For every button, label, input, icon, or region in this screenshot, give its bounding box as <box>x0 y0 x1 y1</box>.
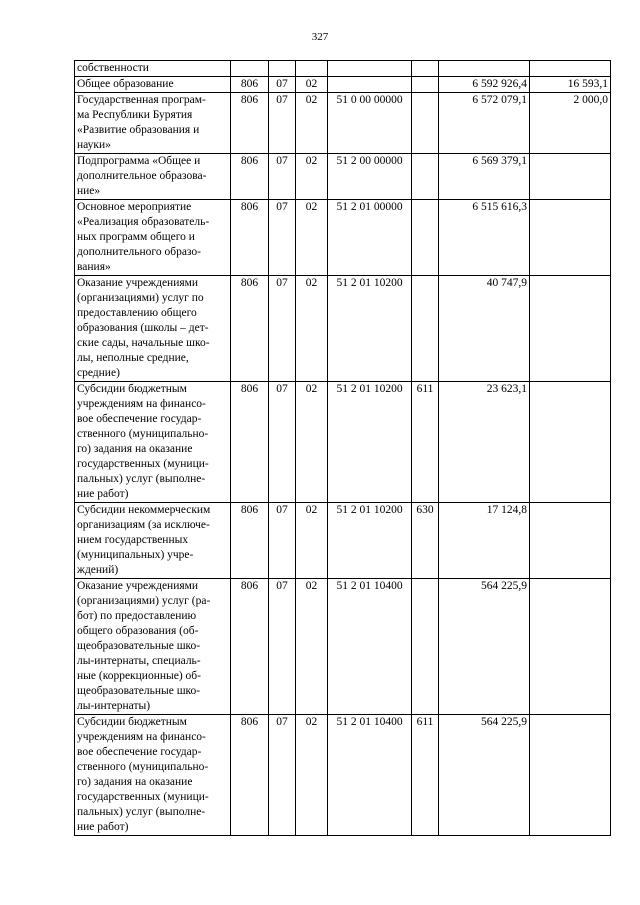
razdel-cell: 07 <box>269 579 296 715</box>
table-row <box>75 154 611 200</box>
podrazdel-cell: 02 <box>296 382 328 503</box>
vedomstvo-cell: 806 <box>231 93 269 154</box>
sum-cell <box>439 61 530 77</box>
vr-cell <box>412 579 439 715</box>
razdel-cell: 07 <box>269 93 296 154</box>
sum-extra-cell <box>530 503 611 579</box>
table-row <box>75 579 611 715</box>
page-number: 327 <box>311 31 329 43</box>
podrazdel-cell: 02 <box>296 77 328 93</box>
table-row <box>75 77 611 93</box>
razdel-cell <box>269 61 296 77</box>
sum-cell: 564 225,9 <box>439 579 530 715</box>
vr-cell <box>412 154 439 200</box>
sum-cell: 6 572 079,1 <box>439 93 530 154</box>
row-name-cell: Основное мероприятие «Реализация образователь- ных программ общего и дополнительного образо- вания» <box>75 200 231 276</box>
razdel-cell: 07 <box>269 200 296 276</box>
vedomstvo-cell <box>231 61 269 77</box>
razdel-cell: 07 <box>269 382 296 503</box>
table-row <box>75 200 611 276</box>
podrazdel-cell: 02 <box>296 154 328 200</box>
sum-cell: 6 569 379,1 <box>439 154 530 200</box>
sum-extra-cell <box>530 61 611 77</box>
podrazdel-cell: 02 <box>296 93 328 154</box>
vr-cell <box>412 93 439 154</box>
sum-extra-cell <box>530 154 611 200</box>
vedomstvo-cell: 806 <box>231 715 269 836</box>
vr-cell: 630 <box>412 503 439 579</box>
csr-cell: 51 2 01 10400 <box>328 579 412 715</box>
row-name-cell: Субсидии некоммерческим организациям (за исключе- нием государственных (муниципальных) учре- ждений) <box>75 503 231 579</box>
razdel-cell: 07 <box>269 154 296 200</box>
sum-cell: 6 515 616,3 <box>439 200 530 276</box>
table-row <box>75 382 611 503</box>
budget-table <box>74 60 611 836</box>
vedomstvo-cell: 806 <box>231 77 269 93</box>
vedomstvo-cell: 806 <box>231 154 269 200</box>
row-name-cell: Подпрограмма «Общее и дополнительное образова- ние» <box>75 154 231 200</box>
razdel-cell: 07 <box>269 77 296 93</box>
row-name-cell: Оказание учреждениями (организациями) услуг (ра- бот) по предоставлению общего образования (об- щеобразовательные шко- лы-интернаты, специаль- ные (коррекционные) об- щеобразовательные шко- лы-интернаты) <box>75 579 231 715</box>
csr-cell <box>328 61 412 77</box>
csr-cell: 51 2 01 10200 <box>328 503 412 579</box>
vedomstvo-cell: 806 <box>231 503 269 579</box>
csr-cell: 51 2 01 00000 <box>328 200 412 276</box>
row-name-cell: Оказание учреждениями (организациями) услуг по предоставлению общего образования (школы – дет- ские сады, начальные шко- лы, неполные средние, средние) <box>75 276 231 382</box>
vr-cell <box>412 200 439 276</box>
sum-cell: 23 623,1 <box>439 382 530 503</box>
sum-cell: 17 124,8 <box>439 503 530 579</box>
sum-extra-cell <box>530 200 611 276</box>
vr-cell <box>412 77 439 93</box>
csr-cell: 51 0 00 00000 <box>328 93 412 154</box>
sum-extra-cell: 2 000,0 <box>530 93 611 154</box>
vedomstvo-cell: 806 <box>231 276 269 382</box>
row-name-cell: Субсидии бюджетным учреждениям на финансо- вое обеспечение государ- ственного (муниципально- го) задания на оказание государственных (муници- пальных) услуг (выполне- ние работ) <box>75 715 231 836</box>
csr-cell <box>328 77 412 93</box>
sum-cell: 564 225,9 <box>439 715 530 836</box>
table-row <box>75 276 611 382</box>
sum-cell: 6 592 926,4 <box>439 77 530 93</box>
table-row <box>75 61 611 77</box>
row-name-cell: собственности <box>75 61 231 77</box>
table-row <box>75 503 611 579</box>
vr-cell: 611 <box>412 715 439 836</box>
csr-cell: 51 2 00 00000 <box>328 154 412 200</box>
csr-cell: 51 2 01 10200 <box>328 382 412 503</box>
sum-extra-cell <box>530 382 611 503</box>
razdel-cell: 07 <box>269 276 296 382</box>
sum-cell: 40 747,9 <box>439 276 530 382</box>
vr-cell: 611 <box>412 382 439 503</box>
vr-cell <box>412 276 439 382</box>
vedomstvo-cell: 806 <box>231 200 269 276</box>
vedomstvo-cell: 806 <box>231 579 269 715</box>
podrazdel-cell: 02 <box>296 276 328 382</box>
razdel-cell: 07 <box>269 503 296 579</box>
table-row <box>75 93 611 154</box>
sum-extra-cell <box>530 579 611 715</box>
row-name-cell: Общее образование <box>75 77 231 93</box>
sum-extra-cell <box>530 276 611 382</box>
table-row <box>75 715 611 836</box>
row-name-cell: Субсидии бюджетным учреждениям на финансо- вое обеспечение государ- ственного (муниципально- го) задания на оказание государственных (муници- пальных) услуг (выполне- ние работ) <box>75 382 231 503</box>
sum-extra-cell <box>530 715 611 836</box>
row-name-cell: Государственная програм- ма Республики Бурятия «Развитие образования и науки» <box>75 93 231 154</box>
podrazdel-cell: 02 <box>296 503 328 579</box>
podrazdel-cell <box>296 61 328 77</box>
csr-cell: 51 2 01 10400 <box>328 715 412 836</box>
sum-extra-cell: 16 593,1 <box>530 77 611 93</box>
vr-cell <box>412 61 439 77</box>
razdel-cell: 07 <box>269 715 296 836</box>
podrazdel-cell: 02 <box>296 579 328 715</box>
vedomstvo-cell: 806 <box>231 382 269 503</box>
podrazdel-cell: 02 <box>296 200 328 276</box>
csr-cell: 51 2 01 10200 <box>328 276 412 382</box>
podrazdel-cell: 02 <box>296 715 328 836</box>
